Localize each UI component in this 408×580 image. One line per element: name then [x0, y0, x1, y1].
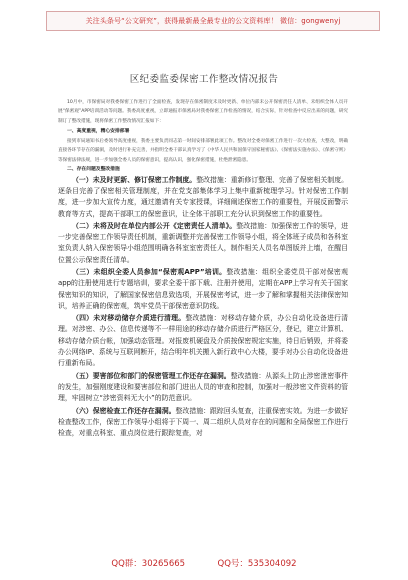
list-item: [58, 267, 348, 312]
section-heading: 二、存在问题及整改措施: [67, 167, 120, 173]
section-paragraph: 接到市局通知书后委领导高度重视，我委主要负责同志第一时间安排部署此项工作。整改对全委对保密工作进行一次大检查，大整改，明确直接各环节存在的漏洞，及时进行补充完善，并指明全委干部认真学习了《中华人民共和国保守国家秘密法》、《保密法实施办法》、《保密守则》等保密法律法规，进一步加强全委人员的保密意识，提高认识，强化保密措施，杜绝泄密隐患。: [58, 138, 348, 163]
list-item: [58, 313, 348, 369]
list-item: [58, 371, 348, 405]
contact-footer: [0, 557, 408, 569]
document-body: [58, 98, 348, 440]
promo-banner: 关注头条号“公文研究”，获得最新最全最专业的公文资料库！ 微信：gongwenyj: [46, 11, 380, 31]
item-heading: （三）未组织全委人员参加“保密观APP”培训。: [72, 268, 227, 276]
item-heading: （四）未对移动储存介质进行清理。: [72, 314, 186, 323]
item-heading: （六）保密检查工作还存在漏洞。: [72, 406, 176, 415]
item-body: 整改措施：从源头上防止涉密泄密事件的发生，加强刚度建设和要害部位和部门进出人员的审查和控制，加强对一般涉密文件资料的管理，牢固树立“涉密资料无大小”的防范意识。: [58, 371, 349, 403]
list-item: [58, 175, 348, 220]
item-heading: （五）要害部位和部门的保密管理工作还存在漏洞。: [72, 371, 231, 380]
item-body: 整改措施：组织全委党员干部对保密观app的注册使用进行专题培训，要求全委干部下载、注册并使用，定期在APP上学习有关于国家保密知识的知识，了解国家保密信息致选项，开展保密考试，进一步了解和掌握相关法律保密知识，培养正确的保密观，筑牢党员干部保密意识防线。: [58, 268, 349, 310]
item-heading: （一）未及时更新、修订保密工作制度。: [72, 175, 197, 184]
list-item: [58, 221, 348, 266]
item-body: 整改措施：跟踪回头复查，注重保密实效。为进一步做好检查整改工作，保密工作领导小组将于下周一、周二组织人员对存在的问题和全局保密工作进行检查，对重点科室、重点岗位进行跟踪复查，对: [58, 406, 349, 438]
qq-group-text: QQ群：30265665: [111, 559, 186, 569]
page-title: 区纪委监委保密工作整改情况报告: [129, 74, 279, 85]
section-heading: 一、高度重视，精心安排部署: [67, 129, 130, 135]
item-heading: （二）未将及时在单位内部公开《定密责任人清单》。: [72, 221, 237, 230]
intro-paragraph: 10月中，市保密局对我委保密工作进行了全面检查，发现存在保密制度未及时更新、单位内部未公开保密责任人清单、未组织全体人员开展“保密观”APP培训活动等问题。我委高度重视，立即通报市保密局对我委保密工作检查的情况，结合实际，针对检查中反应出来的问题，研究制订了整改措施，现将保密工作整改情况汇报如下：: [58, 100, 348, 124]
item-body: 整改措施：加强保密工作的领导，进一步完善保密工作领导责任机制，重新调整并完善保密工作领导小组，将全体班子成员和各科室室负责人纳入保密领导小组范围明确各科室室密责任人，制作相关人员名单图版并上墙，在醒目位置公示保密责任清单。: [58, 221, 348, 264]
item-body: 整改措施：对移动存储介质，办公自动化设备进行清理。对涉密、办公、信息传递等不一样用途的移动存储介质进行严格区分，登记，建立计算机、移动存储介质台帐，加强动态管理。对报废机硬盘及介质按保密规定实施，待日后销毁，并将委办公网络IP、系统与互联网断开，结合明年机关搬入新行政中心大楼，要手对办公自动化设备进行重新布局。: [58, 314, 349, 368]
qq-number-text: QQ号：535304092: [217, 559, 297, 569]
list-item: [58, 406, 348, 440]
item-body: 整改措施：重新修订整理、完善了保密相关制度。逐条目完善了保密相关管理制度，并在党支部集体学习上集中重新梳理学习。针对保密工作制度，进一步加大宣传力度，通过邀请有关专家授课，详细阐述保密工作的重要性，开展反面警示教育等方式，提高干部职工的保密意识，让全体干部职工充分认识到保密工作的重要性。: [58, 175, 348, 218]
